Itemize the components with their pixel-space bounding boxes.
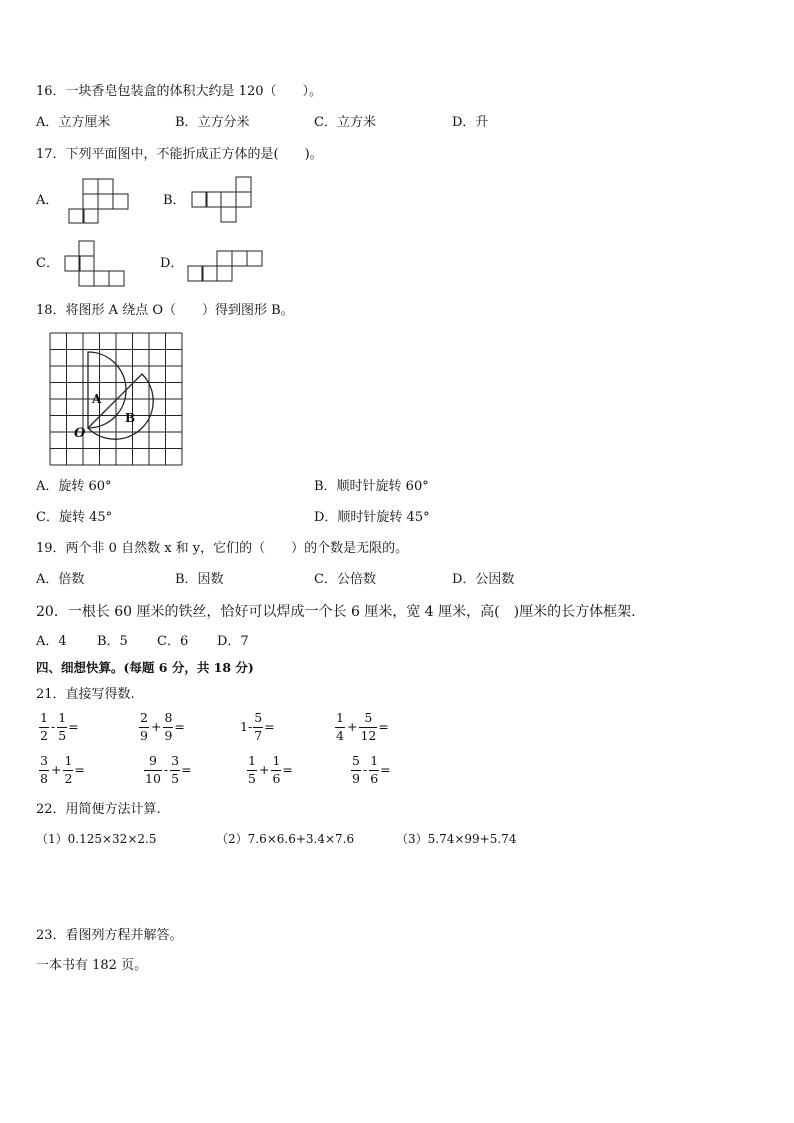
q23-text: 一本书有 182 页。 <box>36 958 148 973</box>
cube-net-a <box>68 178 130 224</box>
q17-stem: 17．下列平面图中，不能折成正方体的是( )。 <box>36 147 323 162</box>
q16-option-c[interactable]: C．立方米 <box>314 115 376 130</box>
label-o: O <box>74 426 86 441</box>
q22-stem: 22．用简便方法计算. <box>36 802 161 817</box>
q17-label-d[interactable]: D． <box>160 256 184 271</box>
q20-stem: 20．一根长 60 厘米的铁丝，恰好可以焊成一个长 6 厘米，宽 4 厘米，高( )厘米的长方体框架. <box>36 604 636 620</box>
shape-a <box>88 352 126 428</box>
q19-option-b[interactable]: B．因数 <box>175 572 224 587</box>
q21-expr-8: 5 9 - $\frac{1}{6}$ = <box>352 753 391 786</box>
label-b: B <box>125 411 136 425</box>
cube-net-c <box>64 240 126 288</box>
q19-option-c[interactable]: C．公倍数 <box>314 572 376 587</box>
q20-option-c[interactable]: C．6 <box>157 634 189 649</box>
q16-option-b[interactable]: B．立方分米 <box>175 115 250 130</box>
q19-option-d[interactable]: D．公因数 <box>452 572 515 587</box>
q16-option-d[interactable]: D．升 <box>452 115 489 130</box>
q20-option-a[interactable]: A．4 <box>36 634 67 649</box>
q22-item-2: （2）7.6×6.6+3.4×7.6 <box>216 832 355 846</box>
q19-option-a[interactable]: A．倍数 <box>36 572 85 587</box>
q18-option-b[interactable]: B．顺时针旋转 60° <box>314 479 429 494</box>
q21-expr-4: 1 4 + $\frac{5}{12}$ = <box>336 710 389 743</box>
q18-option-a[interactable]: A．旋转 60° <box>36 479 112 494</box>
q22-item-3: （3）5.74×99+5.74 <box>396 832 517 846</box>
q20-option-d[interactable]: D．7 <box>217 634 249 649</box>
q21-expr-7: 1 5 + $\frac{1}{6}$ = <box>248 753 293 786</box>
q21-expr-2: 2 9 + $\frac{8}{9}$ = <box>140 710 185 743</box>
q21-expr-3: 1- $\frac{5}{7}$ = <box>240 710 275 743</box>
q16-stem: 16．一块香皂包装盒的体积大约是 120（ ）。 <box>36 84 322 99</box>
q19-stem: 19．两个非 0 自然数 x 和 y，它们的（ ）的个数是无限的。 <box>36 541 409 556</box>
q18-option-d[interactable]: D．顺时针旋转 45° <box>314 510 430 525</box>
cube-net-d <box>187 250 265 284</box>
q22-item-1: （1）0.125×32×2.5 <box>36 832 157 846</box>
grid-lines <box>50 333 182 465</box>
q18-stem: 18．将图形 A 绕点 O（ ）得到图形 B。 <box>36 303 294 318</box>
q23-stem: 23．看图列方程并解答。 <box>36 928 183 943</box>
q16-option-a[interactable]: A．立方厘米 <box>36 115 111 130</box>
shape-b <box>88 374 153 439</box>
q18-option-c[interactable]: C．旋转 45° <box>36 510 113 525</box>
q17-label-c[interactable]: C． <box>36 256 59 271</box>
q20-option-b[interactable]: B．5 <box>97 634 128 649</box>
cube-net-b <box>191 176 253 224</box>
q21-expr-1: 1 2 - $\frac{1}{5}$ = <box>40 710 79 743</box>
label-a: A <box>92 392 102 406</box>
q21-expr-5: 3 8 + $\frac{1}{2}$ = <box>40 753 85 786</box>
q17-label-a[interactable]: A． <box>36 193 59 208</box>
section-4-heading: 四、细想快算。(每题 6 分，共 18 分) <box>36 660 254 675</box>
q21-stem: 21．直接写得数. <box>36 687 135 702</box>
rotation-grid-figure <box>50 333 186 465</box>
q17-label-b[interactable]: B． <box>163 193 186 208</box>
q21-expr-6: 9 10 - $\frac{3}{5}$ = <box>145 753 192 786</box>
